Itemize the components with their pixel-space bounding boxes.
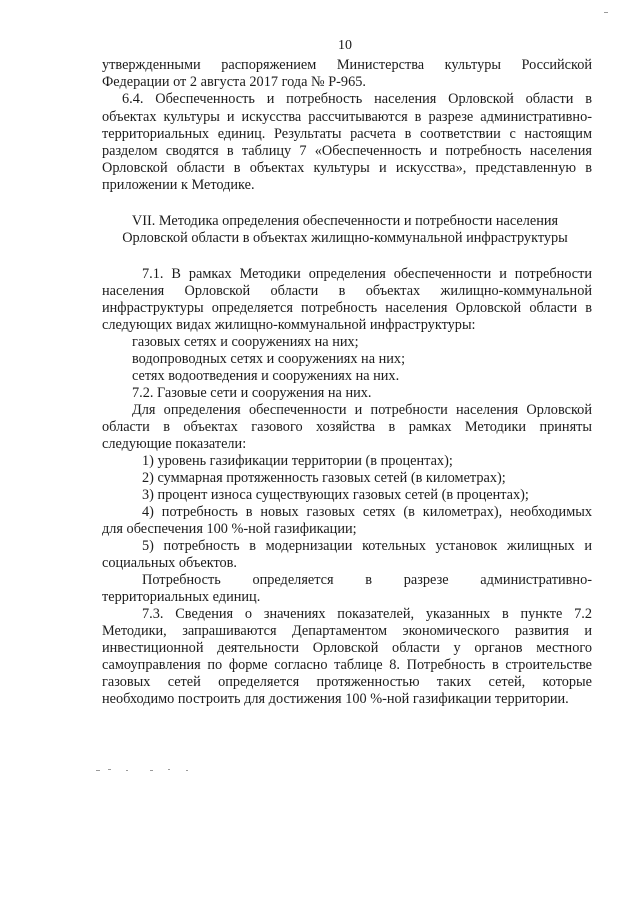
text-line: Орловской области в объектах культуры и искусства», представленную в (102, 160, 592, 176)
page-number: 10 (338, 38, 352, 53)
list-item: газовых сетях и сооружениях на них; (132, 334, 359, 350)
text-line: территориальных единиц. (102, 589, 261, 605)
text-line: 6.4. Обеспеченность и потребность населения Орловской области в (122, 91, 592, 107)
scan-speck (604, 12, 608, 13)
text-line: Федерации от 2 августа 2017 года № Р-965. (102, 74, 366, 90)
scan-speck (126, 770, 128, 771)
heading-line: VII. Методика определения обеспеченности и потребности населения (131, 213, 559, 229)
text-line: 7.2. Газовые сети и сооружения на них. (132, 385, 372, 401)
list-item: 1) уровень газификации территории (в процентах); (142, 453, 453, 469)
text-line: инвестиционной деятельности Орловской области у органов местного (102, 640, 592, 656)
text-line: области в объектах газового хозяйства в рамках Методики приняты (102, 419, 592, 435)
heading-line: Орловской области в объектах жилищно-коммунальной инфраструктуры (122, 230, 568, 246)
text-line: утвержденными распоряжением Министерства культуры Российской (102, 57, 592, 73)
text-line: 7.1. В рамках Методики определения обеспеченности и потребности (142, 266, 592, 282)
scan-speck (150, 770, 153, 771)
text-line: социальных объектов. (102, 555, 237, 571)
scan-speck (186, 770, 188, 771)
text-line: газовых сетей определяется протяженностью таких сетей, которые (102, 674, 592, 690)
text-line: Для определения обеспеченности и потребности населения Орловской (132, 402, 592, 418)
scan-speck (108, 769, 111, 770)
text-line: следующих видах жилищно-коммунальной инфраструктуры: (102, 317, 476, 333)
list-item: водопроводных сетях и сооружениях на них; (132, 351, 406, 367)
list-item: 4) потребность в новых газовых сетях (в километрах), необходимых (142, 504, 592, 520)
text-line: для обеспечения 100 %-ной газификации; (102, 521, 357, 537)
text-line: Методики, запрашиваются Департаментом экономического развития и (102, 623, 592, 639)
text-line: 7.3. Сведения о значениях показателей, указанных в пункте 7.2 (142, 606, 592, 622)
text-line: самоуправления по форме согласно таблице 8. Потребность в строительстве (102, 657, 592, 673)
text-line: населения Орловской области в объектах жилищно-коммунальной (102, 283, 592, 299)
list-item: 2) суммарная протяженность газовых сетей (в километрах); (142, 470, 506, 486)
list-item: сетях водоотведения и сооружениях на них. (132, 368, 400, 384)
text-line: Потребность определяется в разрезе административно- (142, 572, 592, 588)
list-item: 5) потребность в модернизации котельных установок жилищных и (142, 538, 592, 554)
scan-speck (168, 769, 170, 770)
text-line: приложении к Методике. (102, 177, 255, 193)
text-line: инфраструктуры определяется потребность населения Орловской области в (102, 300, 592, 316)
scan-speck (96, 770, 100, 771)
text-line: необходимо построить для достижения 100 %-ной газификации территории. (102, 691, 569, 707)
text-line: объектах культуры и искусства рассчитываются в разрезе административно- (102, 109, 592, 125)
text-line: следующие показатели: (102, 436, 247, 452)
text-line: разделом сводятся в таблицу 7 «Обеспеченность и потребность населения (102, 143, 592, 159)
list-item: 3) процент износа существующих газовых сетей (в процентах); (142, 487, 529, 503)
text-line: территориальных единиц. Результаты расчета в соответствии с настоящим (102, 126, 592, 142)
